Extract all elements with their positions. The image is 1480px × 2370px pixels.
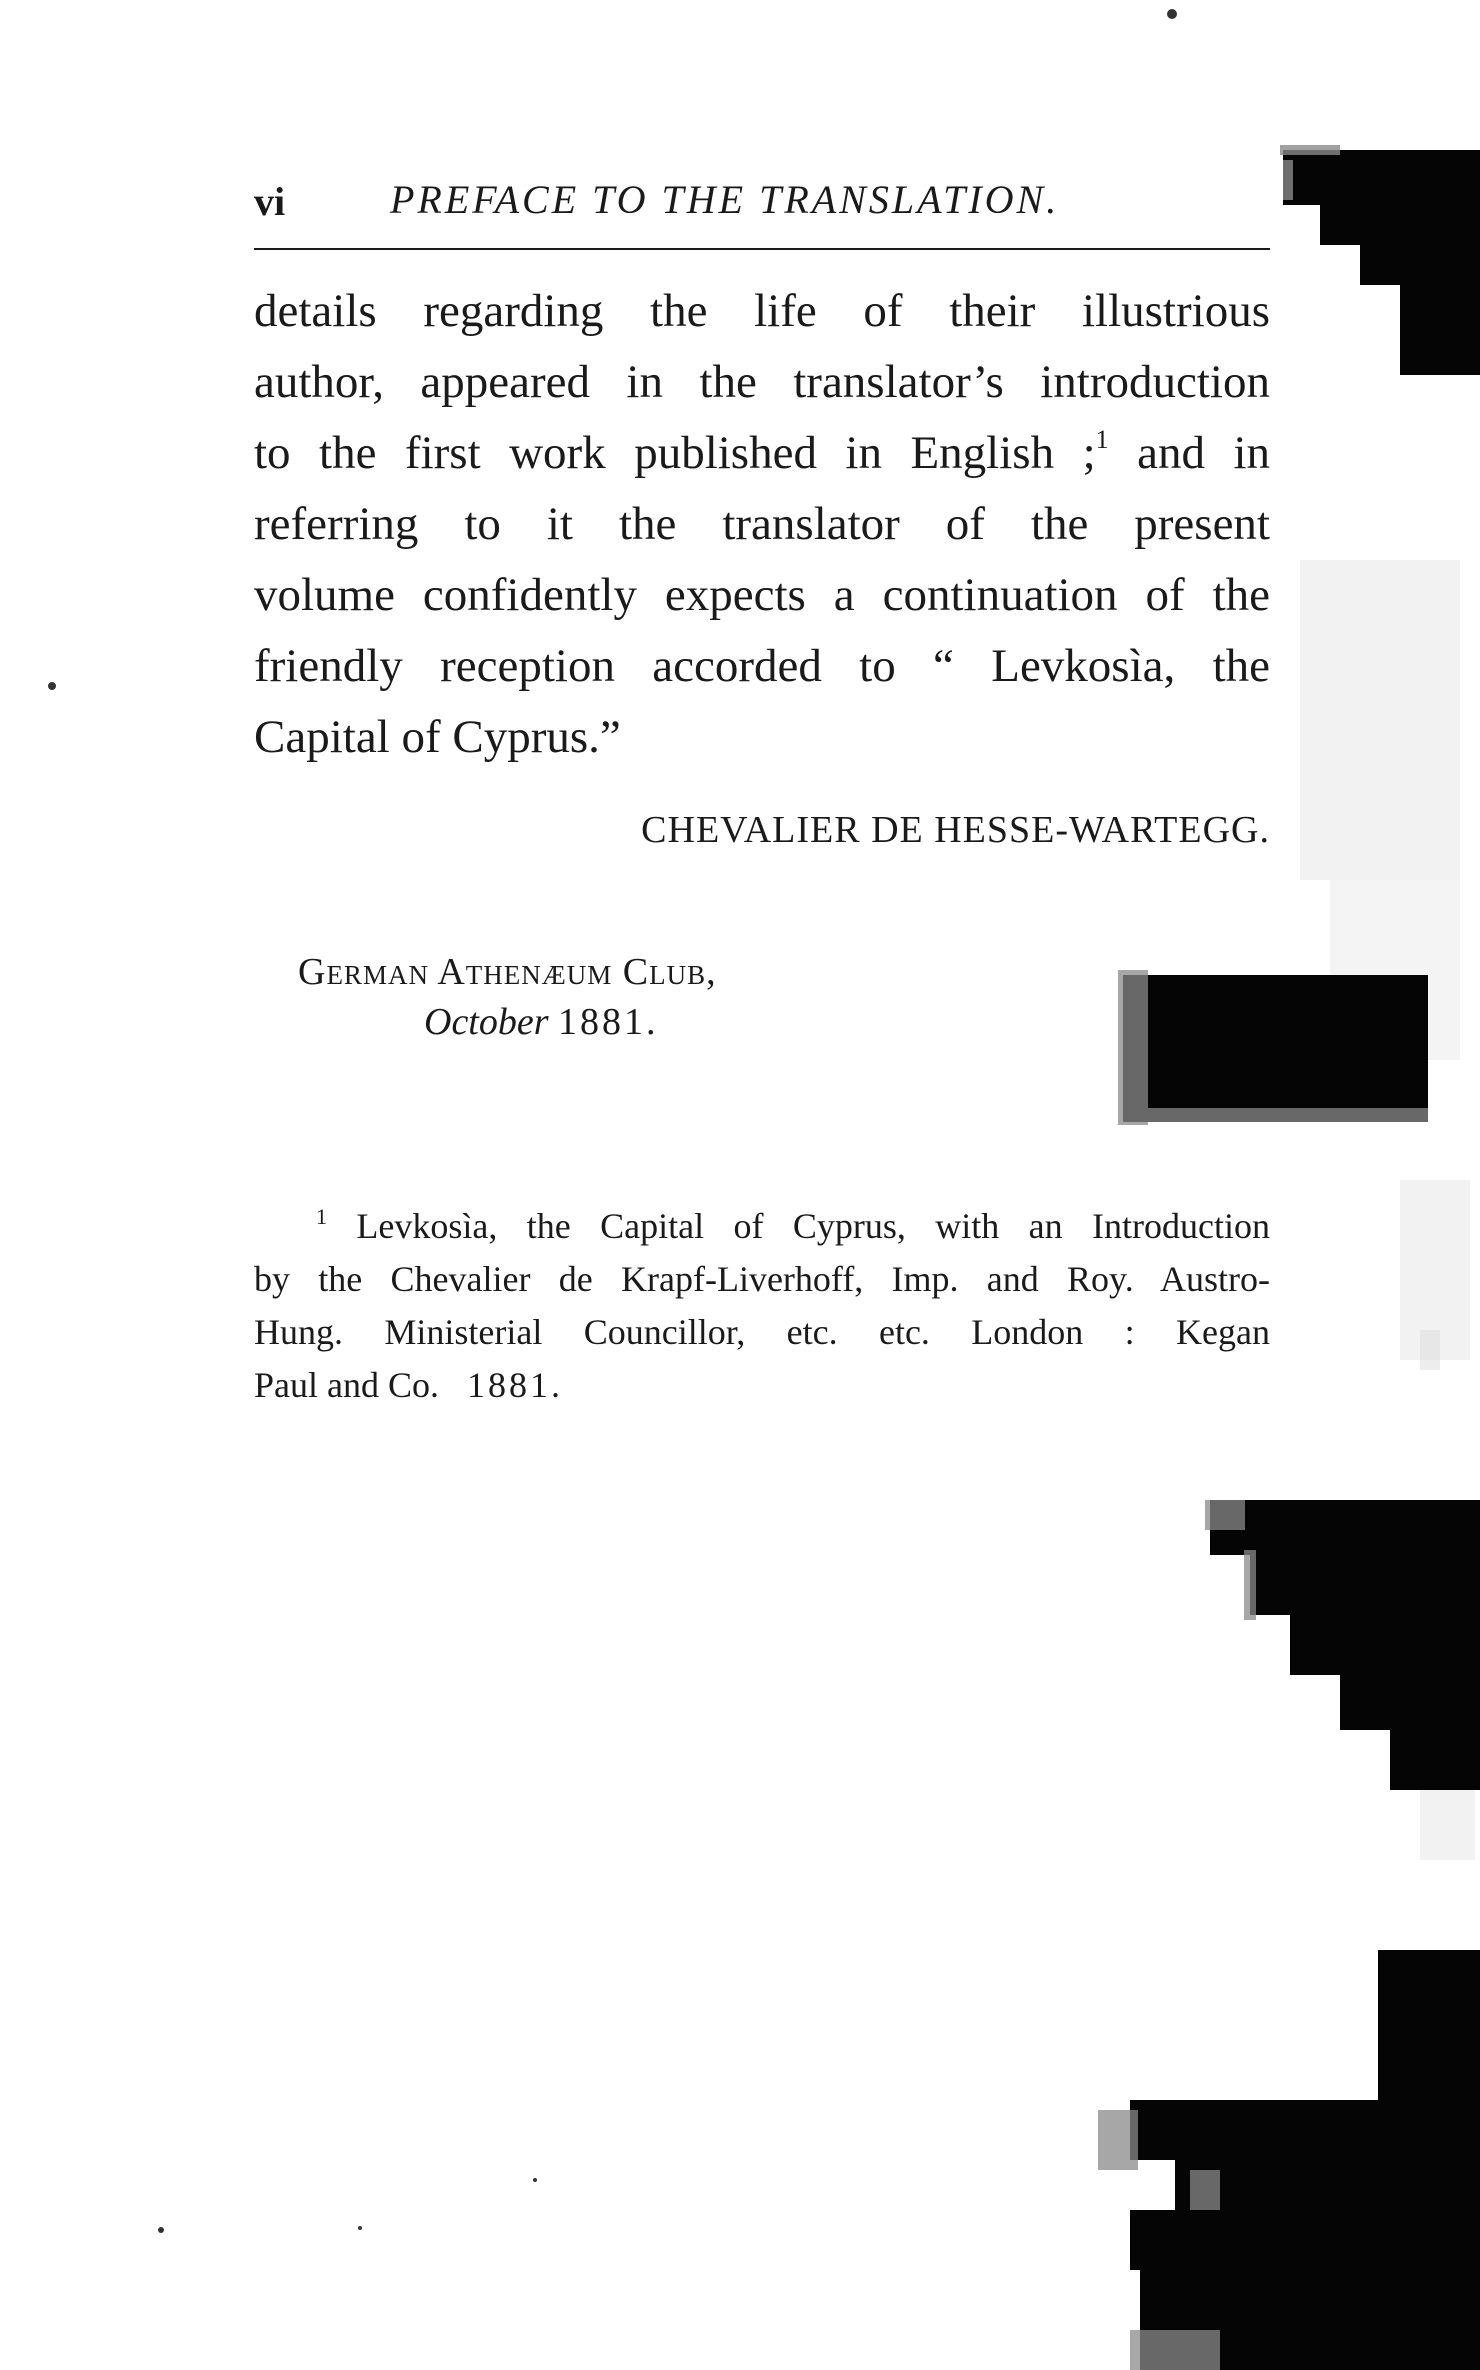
header-rule [254,248,1270,250]
body-line: referring to it the translator of the present [254,498,1270,550]
running-head [254,172,1269,232]
signature: CHEVALIER DE HESSE-WARTEGG. [641,809,1270,851]
footnote-line [254,1200,1270,1253]
scan-shadow-lower-right [1210,1500,1480,1790]
footnote-reference: 1 [1095,425,1109,454]
body-line: volume confidently expects a continuation of the [254,569,1270,621]
date-month: October [424,1001,549,1043]
footnote-line-text: Levkosìa, the Capital of Cyprus, with an Introduction [356,1206,1271,1246]
footnote-line-text: Paul and Co. [254,1365,439,1405]
scan-shadow-bottom-right [1130,1950,1480,2370]
body-line-tail: and in [1108,427,1270,479]
page-number: vi [254,179,286,224]
date-year: 1881. [558,1001,659,1043]
running-title: PREFACE TO THE TRANSLATION. [390,177,1060,222]
body-line [254,418,1270,489]
footnote-line: Hung. Ministerial Councillor, etc. etc. London : Kegan [254,1312,1270,1352]
body-line: Capital of Cyprus.” [254,711,621,763]
footnote-marker: 1 [316,1204,327,1229]
body-line: author, appeared in the translator’s introduction [254,356,1270,408]
body-line-text: to the first work published in English ; [254,427,1096,479]
scan-shadow-block [1123,975,1428,1122]
footnote-year: 1881. [467,1365,563,1405]
place-line: German Athenæum Club, [298,951,717,993]
date-line [424,1000,659,1044]
footnote-line: by the Chevalier de Krapf-Liverhoff, Imp. and Roy. Austro- [254,1259,1270,1299]
body-line: friendly reception accorded to “ Levkosìa, the [254,640,1270,692]
footnote [254,1200,1270,1412]
footnote-line [254,1359,1270,1412]
scan-shadow-top-right [1283,150,1480,375]
body-paragraph [254,276,1270,773]
body-line: details regarding the life of their illustrious [254,285,1270,337]
scan-speckle [1300,560,1475,1860]
